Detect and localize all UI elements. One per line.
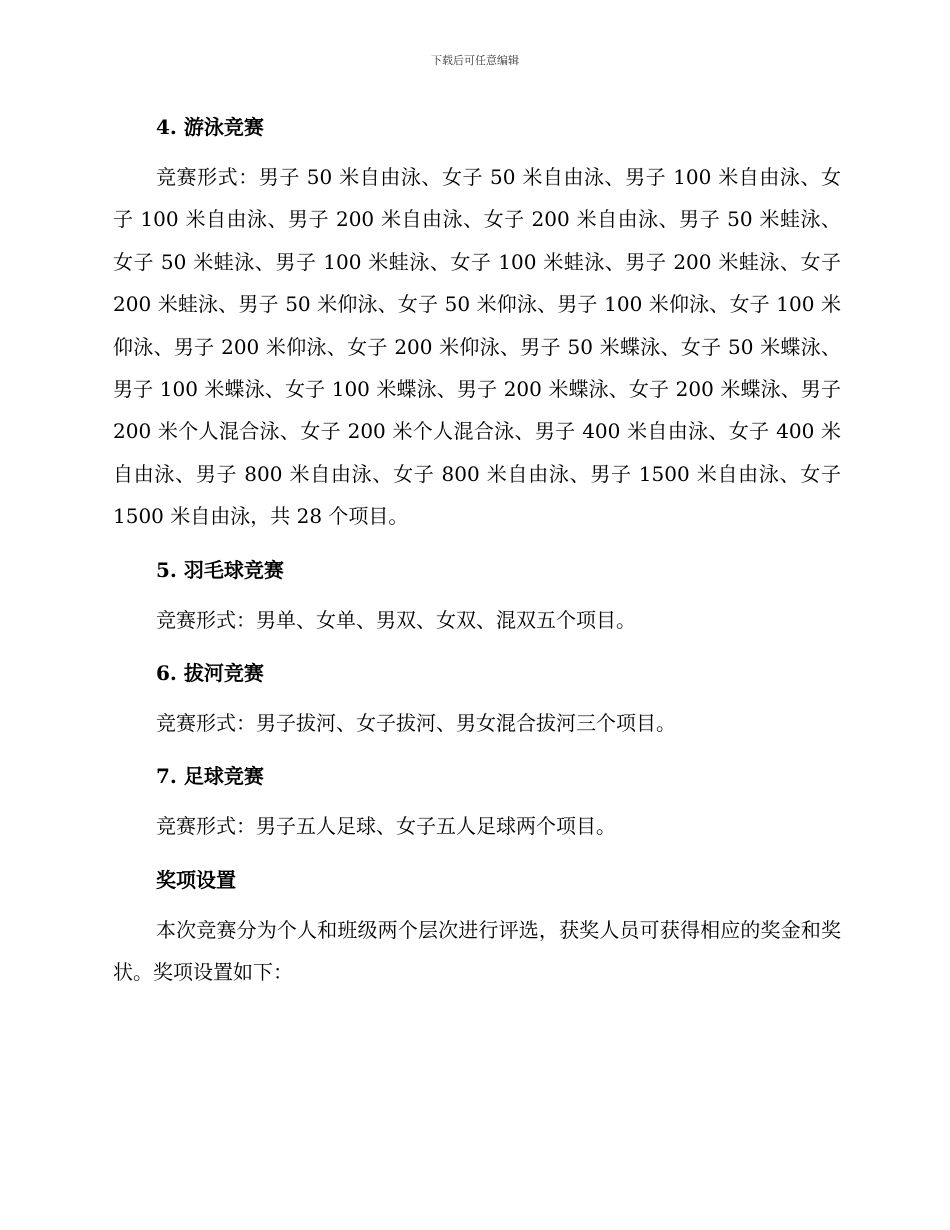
page-header: 下载后可任意编辑 bbox=[431, 54, 519, 67]
section-heading-swimming: 4. 游泳竞赛 bbox=[156, 115, 264, 139]
section-body-badminton: 竞赛形式：男单、女单、男双、女双、混双五个项目。 bbox=[156, 607, 636, 632]
section-body-tug-of-war: 竞赛形式：男子拔河、女子拔河、男女混合拔河三个项目。 bbox=[156, 711, 676, 736]
section-body-football: 竞赛形式：男子五人足球、女子五人足球两个项目。 bbox=[156, 814, 616, 839]
document-body bbox=[113, 107, 841, 994]
section-body-awards: 本次竞赛分为个人和班级两个层次进行评选，获奖人员可获得相应的奖金和奖状。奖项设置如下： bbox=[113, 917, 841, 985]
section-body-swimming: 竞赛形式：男子 50 米自由泳、女子 50 米自由泳、男子 100 米自由泳、女子 100 米自由泳、男子 200 米自由泳、女子 200 米自由泳、男子 50 米蛙泳、女子 50 米蛙泳、男子 100 米蛙泳、女子 100 米蛙泳、男子 200 米蛙泳、女子 200 米蛙泳、男子 50 米仰泳、女子 50 米仰泳、男子 100 米仰泳、女子 100 米仰泳、男子 200 米仰泳、女子 200 米仰泳、男子 50 米蝶泳、女子 50 米蝶泳、男子 100 米蝶泳、女子 100 米蝶泳、男子 200 米蝶泳、女子 200 米蝶泳、男子 200 米个人混合泳、女子 200 米个人混合泳、男子 400 米自由泳、女子 400 米自由泳、男子 800 米自由泳、女子 800 米自由泳、男子 1500 米自由泳、女子 1500 米自由泳，共 28 个项目。 bbox=[113, 165, 841, 529]
section-heading-awards: 奖项设置 bbox=[156, 867, 236, 892]
section-heading-badminton: 5. 羽毛球竞赛 bbox=[156, 557, 284, 582]
section-heading-tug-of-war: 6. 拔河竞赛 bbox=[156, 661, 264, 686]
section-heading-football: 7. 足球竞赛 bbox=[156, 764, 264, 789]
